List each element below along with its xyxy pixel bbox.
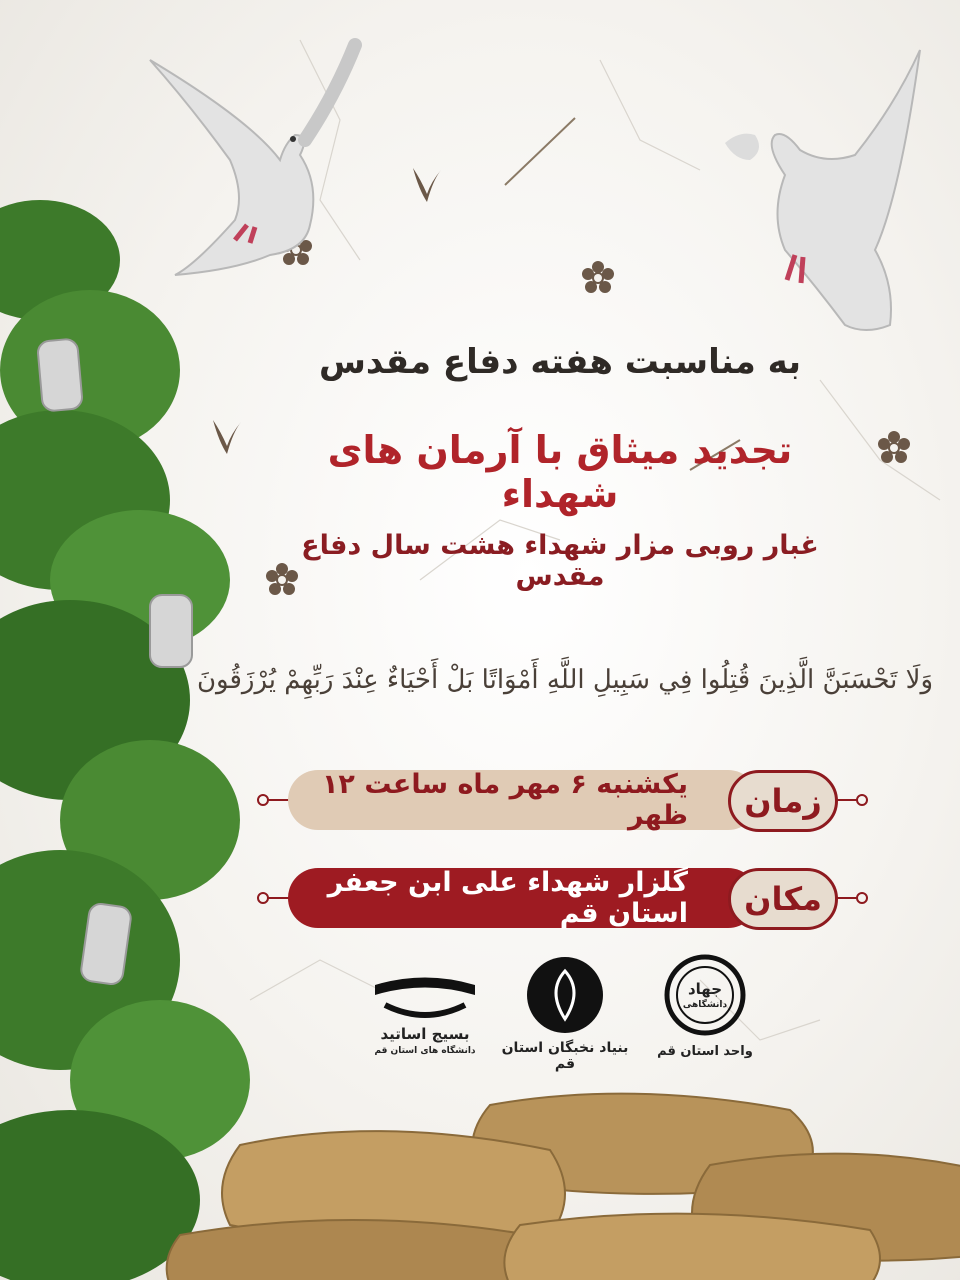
rosette-icon: [578, 258, 618, 298]
sandbags-image: [150, 1085, 960, 1280]
place-bar: [288, 868, 758, 928]
dove-right-icon: [705, 35, 935, 335]
jahad-title: جهاد: [687, 980, 723, 998]
basij-title: بسیج اساتید: [380, 1025, 470, 1043]
jahad-caption: واحد استان قم: [657, 1044, 753, 1059]
pledge-heading: تجدید میثاق با آرمان های شهداء: [327, 428, 793, 516]
time-label-badge: زمان: [728, 770, 838, 832]
quran-verse-calligraphy: [196, 588, 934, 738]
leaf-icon: [405, 160, 445, 210]
event-subheading: غبار روبی مزار شهداء هشت سال دفاع مقدس: [301, 530, 819, 592]
occasion-heading: به مناسبت هفته دفاع مقدس: [318, 342, 802, 382]
nokhbegan-logo: [525, 955, 605, 1035]
time-bar: [288, 770, 758, 830]
nokhbegan-caption: بنیاد نخبگان استان قم: [501, 1040, 629, 1072]
svg-text:وَلَا تَحْسَبَنَّ الَّذِينَ قُ: وَلَا تَحْسَبَنَّ الَّذِينَ قُتِلُوا فِي سَبِيلِ اللَّهِ أَمْوَاتًا بَلْ أَحْيَاءٌ عِنْدَ رَبِّهِمْ يُرْزَقُونَ: [196, 665, 934, 695]
rosette-icon: [874, 428, 914, 468]
jahad-subtitle: دانشگاهی: [682, 1000, 728, 1010]
basij-subtitle: دانشگاه های استان قم: [374, 1046, 476, 1056]
time-value: یکشنبه ۶ مهر ماه ساعت ۱۲ ظهر: [321, 769, 688, 831]
place-value: گلزار شهداء علی ابن جعفر استان قم: [327, 867, 688, 929]
place-label-badge: مکان: [728, 868, 838, 930]
